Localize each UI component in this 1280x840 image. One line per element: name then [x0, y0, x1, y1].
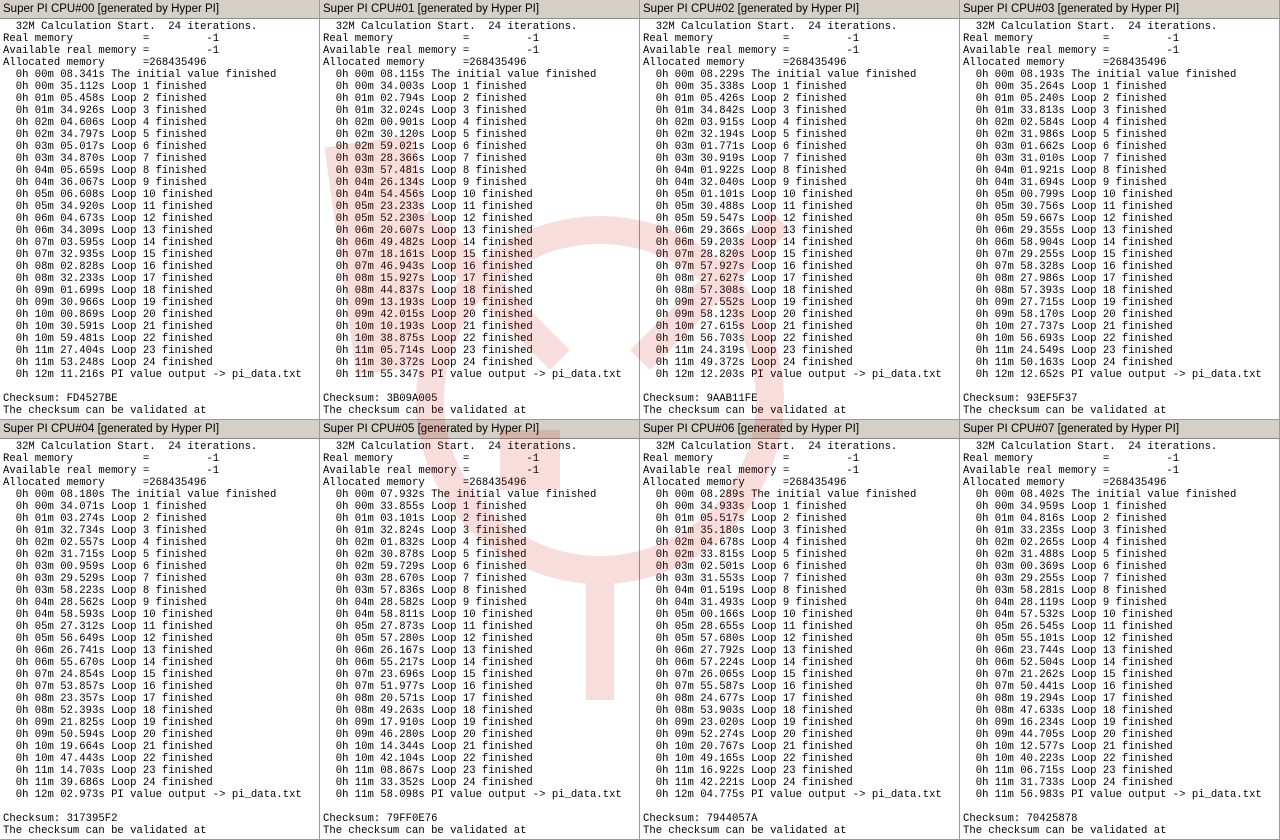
- console-blank-line: [3, 381, 319, 393]
- console-header-line: 32M Calculation Start. 24 iterations.: [323, 441, 578, 453]
- console-log-line: 0h 08m 57.393s Loop 18 finished: [963, 285, 1173, 297]
- console-header-line: Real memory = -1: [643, 453, 860, 465]
- console-log-line: 0h 01m 04.816s Loop 2 finished: [963, 513, 1167, 525]
- console-log-line: 0h 03m 31.010s Loop 7 finished: [963, 153, 1167, 165]
- checksum-line: Checksum: 70425878: [963, 813, 1078, 825]
- console-log-line: 0h 10m 27.737s Loop 21 finished: [963, 321, 1173, 333]
- console-log-line: 0h 06m 55.217s Loop 14 finished: [323, 657, 533, 669]
- console-log-line: 0h 09m 46.280s Loop 20 finished: [323, 729, 533, 741]
- hyper-pi-console-cpu06[interactable]: [640, 420, 960, 840]
- window-title[interactable]: Super PI CPU#05 [generated by Hyper PI]: [320, 420, 639, 439]
- console-header-line: Real memory = -1: [323, 33, 540, 45]
- console-log-line: 0h 02m 59.021s Loop 6 finished: [323, 141, 527, 153]
- console-log-line: 0h 10m 12.577s Loop 21 finished: [963, 741, 1173, 753]
- checksum-note-line: The checksum can be validated at: [3, 825, 207, 837]
- console-header-line: Available real memory = -1: [3, 465, 220, 477]
- console-log-line: 0h 03m 58.223s Loop 8 finished: [3, 585, 207, 597]
- console-log-line: 0h 08m 27.986s Loop 17 finished: [963, 273, 1173, 285]
- console-log-line: 0h 04m 31.493s Loop 9 finished: [643, 597, 847, 609]
- console-log-line: 0h 09m 13.193s Loop 19 finished: [323, 297, 533, 309]
- console-log-line: 0h 01m 03.274s Loop 2 finished: [3, 513, 207, 525]
- checksum-note-line: The checksum can be validated at: [323, 405, 527, 417]
- console-log-line: 0h 10m 42.104s Loop 22 finished: [323, 753, 533, 765]
- console-log-line: 0h 06m 29.355s Loop 13 finished: [963, 225, 1173, 237]
- console-log-line: 0h 07m 26.065s Loop 15 finished: [643, 669, 853, 681]
- console-log-line: 0h 06m 04.673s Loop 12 finished: [3, 213, 213, 225]
- console-log-line: 0h 06m 49.482s Loop 14 finished: [323, 237, 533, 249]
- console-log-line: 0h 05m 59.547s Loop 12 finished: [643, 213, 853, 225]
- console-log-line: 0h 12m 02.973s PI value output -> pi_data.txt: [3, 789, 302, 801]
- console-log-line: 0h 08m 53.903s Loop 18 finished: [643, 705, 853, 717]
- console-log-line: 0h 09m 30.966s Loop 19 finished: [3, 297, 213, 309]
- console-blank-line: [323, 381, 639, 393]
- console-log-line: 0h 09m 42.015s Loop 20 finished: [323, 309, 533, 321]
- console-log-line: 0h 08m 57.308s Loop 18 finished: [643, 285, 853, 297]
- console-header-line: Real memory = -1: [3, 33, 220, 45]
- console-log-line: 0h 04m 32.040s Loop 9 finished: [643, 177, 847, 189]
- console-header-line: Real memory = -1: [963, 33, 1180, 45]
- console-log-line: 0h 06m 26.167s Loop 13 finished: [323, 645, 533, 657]
- console-log-line: 0h 03m 00.369s Loop 6 finished: [963, 561, 1167, 573]
- console-log-line: 0h 08m 24.677s Loop 17 finished: [643, 693, 853, 705]
- console-log-line: 0h 04m 01.921s Loop 8 finished: [963, 165, 1167, 177]
- console-log-line: 0h 08m 32.233s Loop 17 finished: [3, 273, 213, 285]
- console-log-line: 0h 09m 58.170s Loop 20 finished: [963, 309, 1173, 321]
- console-log-line: 0h 02m 59.729s Loop 6 finished: [323, 561, 527, 573]
- console-log-line: 0h 11m 49.372s Loop 24 finished: [643, 357, 853, 369]
- console-log-line: 0h 04m 28.562s Loop 9 finished: [3, 597, 207, 609]
- console-header-line: 32M Calculation Start. 24 iterations.: [3, 21, 258, 33]
- console-log-line: 0h 04m 01.922s Loop 8 finished: [643, 165, 847, 177]
- console-log-line: 0h 01m 33.235s Loop 3 finished: [963, 525, 1167, 537]
- console-log-line: 0h 02m 30.878s Loop 5 finished: [323, 549, 527, 561]
- console-log-line: 0h 10m 59.481s Loop 22 finished: [3, 333, 213, 345]
- console-log-line: 0h 05m 26.545s Loop 11 finished: [963, 621, 1173, 633]
- console-log-line: 0h 07m 24.854s Loop 15 finished: [3, 669, 213, 681]
- console-blank-line: [643, 801, 959, 813]
- console-log-line: 0h 07m 29.255s Loop 15 finished: [963, 249, 1173, 261]
- console-log-line: 0h 07m 55.587s Loop 16 finished: [643, 681, 853, 693]
- console-header-line: Available real memory = -1: [3, 45, 220, 57]
- console-log-line: 0h 03m 00.959s Loop 6 finished: [3, 561, 207, 573]
- console-log-line: 0h 04m 58.811s Loop 10 finished: [323, 609, 533, 621]
- checksum-note-line: The checksum can be validated at: [963, 825, 1167, 837]
- console-log-line: 0h 07m 23.696s Loop 15 finished: [323, 669, 533, 681]
- console-log-line: 0h 02m 31.715s Loop 5 finished: [3, 549, 207, 561]
- console-log-line: 0h 05m 01.101s Loop 10 finished: [643, 189, 853, 201]
- console-log-line: 0h 05m 00.166s Loop 10 finished: [643, 609, 853, 621]
- console-log-line: 0h 04m 01.519s Loop 8 finished: [643, 585, 847, 597]
- console-log-line: 0h 00m 34.071s Loop 1 finished: [3, 501, 207, 513]
- console-header-line: Allocated memory =268435496: [643, 477, 847, 489]
- console-header-line: Allocated memory =268435496: [3, 57, 207, 69]
- console-output: [963, 21, 1279, 419]
- console-log-line: 0h 07m 03.595s Loop 14 finished: [3, 237, 213, 249]
- console-header-line: Allocated memory =268435496: [323, 477, 527, 489]
- console-log-line: 0h 05m 59.667s Loop 12 finished: [963, 213, 1173, 225]
- console-log-line: 0h 12m 11.216s PI value output -> pi_data.txt: [3, 369, 302, 381]
- console-header-line: Real memory = -1: [3, 453, 220, 465]
- checksum-line: Checksum: 3B09A005: [323, 393, 438, 405]
- console-header-line: Available real memory = -1: [643, 465, 860, 477]
- console-header-line: Real memory = -1: [323, 453, 540, 465]
- console-log-line: 0h 05m 23.233s Loop 11 finished: [323, 201, 533, 213]
- console-blank-line: [3, 801, 319, 813]
- console-log-line: 0h 04m 26.134s Loop 9 finished: [323, 177, 527, 189]
- console-header-line: Allocated memory =268435496: [963, 57, 1167, 69]
- console-log-line: 0h 11m 31.733s Loop 24 finished: [963, 777, 1173, 789]
- console-log-line: 0h 02m 04.678s Loop 4 finished: [643, 537, 847, 549]
- console-log-line: 0h 09m 52.274s Loop 20 finished: [643, 729, 853, 741]
- console-log-line: 0h 06m 55.670s Loop 14 finished: [3, 657, 213, 669]
- console-log-line: 0h 07m 21.262s Loop 15 finished: [963, 669, 1173, 681]
- console-log-line: 0h 04m 54.456s Loop 10 finished: [323, 189, 533, 201]
- console-header-line: Available real memory = -1: [323, 45, 540, 57]
- checksum-note-line: The checksum can be validated at: [3, 405, 207, 417]
- console-log-line: 0h 02m 02.584s Loop 4 finished: [963, 117, 1167, 129]
- console-log-line: 0h 02m 04.606s Loop 4 finished: [3, 117, 207, 129]
- console-log-line: 0h 11m 14.703s Loop 23 finished: [3, 765, 213, 777]
- console-log-line: 0h 00m 08.180s The initial value finished: [3, 489, 277, 501]
- console-log-line: 0h 01m 02.794s Loop 2 finished: [323, 93, 527, 105]
- console-log-line: 0h 01m 35.180s Loop 3 finished: [643, 525, 847, 537]
- console-log-line: 0h 04m 36.067s Loop 9 finished: [3, 177, 207, 189]
- console-log-line: 0h 01m 34.926s Loop 3 finished: [3, 105, 207, 117]
- console-log-line: 0h 05m 57.680s Loop 12 finished: [643, 633, 853, 645]
- checksum-line: Checksum: 7944057A: [643, 813, 758, 825]
- console-output: [323, 441, 639, 839]
- window-title[interactable]: Super PI CPU#04 [generated by Hyper PI]: [0, 420, 319, 439]
- console-log-line: 0h 05m 52.230s Loop 12 finished: [323, 213, 533, 225]
- checksum-line: Checksum: 317395F2: [3, 813, 118, 825]
- console-log-line: 0h 02m 02.265s Loop 4 finished: [963, 537, 1167, 549]
- checksum-line: Checksum: 79FF0E76: [323, 813, 438, 825]
- console-log-line: 0h 07m 57.927s Loop 16 finished: [643, 261, 853, 273]
- console-log-line: 0h 06m 34.309s Loop 13 finished: [3, 225, 213, 237]
- console-log-line: 0h 09m 17.910s Loop 19 finished: [323, 717, 533, 729]
- console-log-line: 0h 04m 31.694s Loop 9 finished: [963, 177, 1167, 189]
- hyper-pi-console-cpu01[interactable]: [320, 0, 640, 420]
- console-output: [963, 441, 1279, 839]
- console-log-line: 0h 09m 58.123s Loop 20 finished: [643, 309, 853, 321]
- window-title[interactable]: Super PI CPU#06 [generated by Hyper PI]: [640, 420, 959, 439]
- console-log-line: 0h 06m 26.741s Loop 13 finished: [3, 645, 213, 657]
- console-log-line: 0h 07m 58.328s Loop 16 finished: [963, 261, 1173, 273]
- hyper-pi-console-cpu02[interactable]: [640, 0, 960, 420]
- console-log-line: 0h 06m 58.904s Loop 14 finished: [963, 237, 1173, 249]
- console-header-line: Allocated memory =268435496: [963, 477, 1167, 489]
- console-log-line: 0h 03m 58.281s Loop 8 finished: [963, 585, 1167, 597]
- console-blank-line: [323, 801, 639, 813]
- console-header-line: 32M Calculation Start. 24 iterations.: [963, 441, 1218, 453]
- console-log-line: 0h 00m 08.115s The initial value finished: [323, 69, 597, 81]
- console-output: [643, 21, 959, 419]
- console-log-line: 0h 05m 30.488s Loop 11 finished: [643, 201, 853, 213]
- console-log-line: 0h 01m 05.426s Loop 2 finished: [643, 93, 847, 105]
- console-log-line: 0h 02m 30.120s Loop 5 finished: [323, 129, 527, 141]
- console-log-line: 0h 02m 32.194s Loop 5 finished: [643, 129, 847, 141]
- console-log-line: 0h 02m 31.986s Loop 5 finished: [963, 129, 1167, 141]
- console-header-line: Available real memory = -1: [963, 465, 1180, 477]
- console-log-line: 0h 07m 32.935s Loop 15 finished: [3, 249, 213, 261]
- console-log-line: 0h 00m 08.341s The initial value finished: [3, 69, 277, 81]
- console-log-line: 0h 09m 27.715s Loop 19 finished: [963, 297, 1173, 309]
- console-log-line: 0h 11m 42.221s Loop 24 finished: [643, 777, 853, 789]
- console-log-line: 0h 04m 57.532s Loop 10 finished: [963, 609, 1173, 621]
- console-log-line: 0h 09m 16.234s Loop 19 finished: [963, 717, 1173, 729]
- console-log-line: 0h 11m 39.686s Loop 24 finished: [3, 777, 213, 789]
- console-log-line: 0h 10m 49.165s Loop 22 finished: [643, 753, 853, 765]
- console-log-line: 0h 11m 53.248s Loop 24 finished: [3, 357, 213, 369]
- console-log-line: 0h 02m 34.797s Loop 5 finished: [3, 129, 207, 141]
- console-log-line: 0h 05m 55.101s Loop 12 finished: [963, 633, 1173, 645]
- window-title[interactable]: Super PI CPU#02 [generated by Hyper PI]: [640, 0, 959, 19]
- window-title[interactable]: Super PI CPU#00 [generated by Hyper PI]: [0, 0, 319, 19]
- console-log-line: 0h 02m 00.901s Loop 4 finished: [323, 117, 527, 129]
- console-log-line: 0h 08m 52.393s Loop 18 finished: [3, 705, 213, 717]
- console-header-line: Available real memory = -1: [643, 45, 860, 57]
- console-log-line: 0h 07m 18.161s Loop 15 finished: [323, 249, 533, 261]
- console-header-line: 32M Calculation Start. 24 iterations.: [323, 21, 578, 33]
- console-log-line: 0h 09m 50.594s Loop 20 finished: [3, 729, 213, 741]
- console-log-line: 0h 02m 01.832s Loop 4 finished: [323, 537, 527, 549]
- console-header-line: Allocated memory =268435496: [3, 477, 207, 489]
- console-log-line: 0h 08m 19.294s Loop 17 finished: [963, 693, 1173, 705]
- console-log-line: 0h 09m 01.699s Loop 18 finished: [3, 285, 213, 297]
- checksum-note-line: The checksum can be validated at: [643, 405, 847, 417]
- checksum-line: Checksum: 93EF5F37: [963, 393, 1078, 405]
- console-log-line: 0h 08m 20.571s Loop 17 finished: [323, 693, 533, 705]
- console-log-line: 0h 11m 50.163s Loop 24 finished: [963, 357, 1173, 369]
- console-log-line: 0h 11m 30.372s Loop 24 finished: [323, 357, 533, 369]
- console-log-line: 0h 03m 01.771s Loop 6 finished: [643, 141, 847, 153]
- console-log-line: 0h 09m 27.552s Loop 19 finished: [643, 297, 853, 309]
- console-log-line: 0h 00m 34.959s Loop 1 finished: [963, 501, 1167, 513]
- console-log-line: 0h 06m 52.504s Loop 14 finished: [963, 657, 1173, 669]
- console-log-line: 0h 09m 44.705s Loop 20 finished: [963, 729, 1173, 741]
- window-title[interactable]: Super PI CPU#07 [generated by Hyper PI]: [960, 420, 1279, 439]
- console-header-line: Available real memory = -1: [323, 465, 540, 477]
- console-log-line: 0h 10m 10.193s Loop 21 finished: [323, 321, 533, 333]
- console-header-line: Allocated memory =268435496: [323, 57, 527, 69]
- console-log-line: 0h 11m 08.867s Loop 23 finished: [323, 765, 533, 777]
- console-log-line: 0h 00m 35.338s Loop 1 finished: [643, 81, 847, 93]
- console-log-line: 0h 00m 35.264s Loop 1 finished: [963, 81, 1167, 93]
- console-log-line: 0h 06m 20.607s Loop 13 finished: [323, 225, 533, 237]
- console-log-line: 0h 00m 08.289s The initial value finished: [643, 489, 917, 501]
- console-log-line: 0h 08m 47.633s Loop 18 finished: [963, 705, 1173, 717]
- console-output: [3, 441, 319, 839]
- console-log-line: 0h 08m 49.263s Loop 18 finished: [323, 705, 533, 717]
- console-log-line: 0h 11m 24.319s Loop 23 finished: [643, 345, 853, 357]
- console-log-line: 0h 10m 40.223s Loop 22 finished: [963, 753, 1173, 765]
- console-log-line: 0h 01m 05.240s Loop 2 finished: [963, 93, 1167, 105]
- console-log-line: 0h 00m 08.402s The initial value finished: [963, 489, 1237, 501]
- console-log-line: 0h 01m 32.824s Loop 3 finished: [323, 525, 527, 537]
- console-blank-line: [643, 381, 959, 393]
- console-log-line: 0h 08m 27.627s Loop 17 finished: [643, 273, 853, 285]
- console-log-line: 0h 01m 32.024s Loop 3 finished: [323, 105, 527, 117]
- hyper-pi-console-cpu03[interactable]: [960, 0, 1280, 420]
- console-log-line: 0h 07m 53.857s Loop 16 finished: [3, 681, 213, 693]
- console-log-line: 0h 04m 28.119s Loop 9 finished: [963, 597, 1167, 609]
- hyper-pi-console-cpu04[interactable]: [0, 420, 320, 840]
- console-log-line: 0h 00m 08.193s The initial value finished: [963, 69, 1237, 81]
- console-log-line: 0h 05m 30.756s Loop 11 finished: [963, 201, 1173, 213]
- console-log-line: 0h 11m 55.347s PI value output -> pi_data.txt: [323, 369, 622, 381]
- console-log-line: 0h 09m 23.020s Loop 19 finished: [643, 717, 853, 729]
- console-log-line: 0h 11m 06.715s Loop 23 finished: [963, 765, 1173, 777]
- hyper-pi-console-cpu00[interactable]: [0, 0, 320, 420]
- console-log-line: 0h 03m 05.017s Loop 6 finished: [3, 141, 207, 153]
- console-log-line: 0h 10m 20.767s Loop 21 finished: [643, 741, 853, 753]
- console-output: [323, 21, 639, 419]
- console-header-line: Real memory = -1: [963, 453, 1180, 465]
- console-log-line: 0h 05m 56.649s Loop 12 finished: [3, 633, 213, 645]
- hyper-pi-console-cpu07[interactable]: [960, 420, 1280, 840]
- console-log-line: 0h 03m 34.870s Loop 7 finished: [3, 153, 207, 165]
- console-header-line: 32M Calculation Start. 24 iterations.: [3, 441, 258, 453]
- checksum-note-line: The checksum can be validated at: [643, 825, 847, 837]
- console-log-line: 0h 00m 35.112s Loop 1 finished: [3, 81, 207, 93]
- console-log-line: 0h 11m 27.404s Loop 23 finished: [3, 345, 213, 357]
- console-log-line: 0h 10m 00.869s Loop 20 finished: [3, 309, 213, 321]
- console-log-line: 0h 03m 29.529s Loop 7 finished: [3, 573, 207, 585]
- console-blank-line: [963, 381, 1279, 393]
- checksum-line: Checksum: FD4527BE: [3, 393, 118, 405]
- console-header-line: 32M Calculation Start. 24 iterations.: [643, 441, 898, 453]
- console-log-line: 0h 05m 28.655s Loop 11 finished: [643, 621, 853, 633]
- console-log-line: 0h 08m 23.357s Loop 17 finished: [3, 693, 213, 705]
- console-log-line: 0h 04m 28.582s Loop 9 finished: [323, 597, 527, 609]
- console-log-line: 0h 08m 15.927s Loop 17 finished: [323, 273, 533, 285]
- checksum-note-line: The checksum can be validated at: [323, 825, 527, 837]
- console-log-line: 0h 02m 33.815s Loop 5 finished: [643, 549, 847, 561]
- console-log-line: 0h 03m 01.662s Loop 6 finished: [963, 141, 1167, 153]
- console-log-line: 0h 03m 57.481s Loop 8 finished: [323, 165, 527, 177]
- console-log-line: 0h 00m 34.933s Loop 1 finished: [643, 501, 847, 513]
- console-log-line: 0h 07m 28.820s Loop 15 finished: [643, 249, 853, 261]
- console-log-line: 0h 01m 05.517s Loop 2 finished: [643, 513, 847, 525]
- checksum-line: Checksum: 9AAB11FE: [643, 393, 758, 405]
- console-log-line: 0h 07m 50.441s Loop 16 finished: [963, 681, 1173, 693]
- console-log-line: 0h 11m 05.714s Loop 23 finished: [323, 345, 533, 357]
- console-log-line: 0h 10m 14.344s Loop 21 finished: [323, 741, 533, 753]
- console-log-line: 0h 02m 03.915s Loop 4 finished: [643, 117, 847, 129]
- console-output: [643, 441, 959, 839]
- console-log-line: 0h 11m 56.983s PI value output -> pi_data.txt: [963, 789, 1262, 801]
- console-log-line: 0h 05m 27.873s Loop 11 finished: [323, 621, 533, 633]
- console-log-line: 0h 00m 34.003s Loop 1 finished: [323, 81, 527, 93]
- window-title[interactable]: Super PI CPU#03 [generated by Hyper PI]: [960, 0, 1279, 19]
- console-log-line: 0h 03m 29.255s Loop 7 finished: [963, 573, 1167, 585]
- console-log-line: 0h 11m 16.922s Loop 23 finished: [643, 765, 853, 777]
- console-log-line: 0h 01m 32.734s Loop 3 finished: [3, 525, 207, 537]
- console-log-line: 0h 06m 23.744s Loop 13 finished: [963, 645, 1173, 657]
- console-log-line: 0h 01m 33.813s Loop 3 finished: [963, 105, 1167, 117]
- console-output: [3, 21, 319, 419]
- console-log-line: 0h 05m 34.920s Loop 11 finished: [3, 201, 213, 213]
- console-log-line: 0h 03m 31.553s Loop 7 finished: [643, 573, 847, 585]
- console-log-line: 0h 04m 58.593s Loop 10 finished: [3, 609, 213, 621]
- console-log-line: 0h 12m 12.652s PI value output -> pi_data.txt: [963, 369, 1262, 381]
- console-log-line: 0h 02m 02.557s Loop 4 finished: [3, 537, 207, 549]
- window-title[interactable]: Super PI CPU#01 [generated by Hyper PI]: [320, 0, 639, 19]
- console-log-line: 0h 03m 30.919s Loop 7 finished: [643, 153, 847, 165]
- console-log-line: 0h 04m 05.659s Loop 8 finished: [3, 165, 207, 177]
- console-log-line: 0h 12m 12.203s PI value output -> pi_data.txt: [643, 369, 942, 381]
- console-log-line: 0h 05m 06.608s Loop 10 finished: [3, 189, 213, 201]
- console-log-line: 0h 03m 57.836s Loop 8 finished: [323, 585, 527, 597]
- console-log-line: 0h 06m 27.792s Loop 13 finished: [643, 645, 853, 657]
- console-header-line: Real memory = -1: [643, 33, 860, 45]
- console-log-line: 0h 11m 24.549s Loop 23 finished: [963, 345, 1173, 357]
- console-log-line: 0h 03m 02.501s Loop 6 finished: [643, 561, 847, 573]
- console-log-line: 0h 11m 58.098s PI value output -> pi_data.txt: [323, 789, 622, 801]
- console-log-line: 0h 10m 30.591s Loop 21 finished: [3, 321, 213, 333]
- console-log-line: 0h 06m 57.224s Loop 14 finished: [643, 657, 853, 669]
- console-log-line: 0h 07m 46.943s Loop 16 finished: [323, 261, 533, 273]
- console-log-line: 0h 02m 31.488s Loop 5 finished: [963, 549, 1167, 561]
- console-log-line: 0h 11m 33.352s Loop 24 finished: [323, 777, 533, 789]
- console-header-line: 32M Calculation Start. 24 iterations.: [643, 21, 898, 33]
- console-log-line: 0h 10m 56.693s Loop 22 finished: [963, 333, 1173, 345]
- console-log-line: 0h 00m 07.932s The initial value finished: [323, 489, 597, 501]
- console-log-line: 0h 08m 02.828s Loop 16 finished: [3, 261, 213, 273]
- console-header-line: Allocated memory =268435496: [643, 57, 847, 69]
- console-header-line: 32M Calculation Start. 24 iterations.: [963, 21, 1218, 33]
- console-log-line: 0h 10m 27.615s Loop 21 finished: [643, 321, 853, 333]
- console-log-line: 0h 01m 03.101s Loop 2 finished: [323, 513, 527, 525]
- console-log-line: 0h 09m 21.825s Loop 19 finished: [3, 717, 213, 729]
- console-header-line: Available real memory = -1: [963, 45, 1180, 57]
- console-log-line: 0h 10m 56.703s Loop 22 finished: [643, 333, 853, 345]
- console-log-line: 0h 05m 57.280s Loop 12 finished: [323, 633, 533, 645]
- hyper-pi-console-cpu05[interactable]: [320, 420, 640, 840]
- console-log-line: 0h 01m 05.458s Loop 2 finished: [3, 93, 207, 105]
- console-log-line: 0h 06m 59.203s Loop 14 finished: [643, 237, 853, 249]
- console-log-line: 0h 10m 19.664s Loop 21 finished: [3, 741, 213, 753]
- console-log-line: 0h 05m 27.312s Loop 11 finished: [3, 621, 213, 633]
- console-log-line: 0h 10m 38.875s Loop 22 finished: [323, 333, 533, 345]
- console-log-line: 0h 00m 33.855s Loop 1 finished: [323, 501, 527, 513]
- console-log-line: 0h 08m 44.837s Loop 18 finished: [323, 285, 533, 297]
- console-log-line: 0h 03m 28.670s Loop 7 finished: [323, 573, 527, 585]
- console-log-line: 0h 10m 47.443s Loop 22 finished: [3, 753, 213, 765]
- console-log-line: 0h 00m 08.229s The initial value finished: [643, 69, 917, 81]
- console-blank-line: [963, 801, 1279, 813]
- console-log-line: 0h 05m 00.799s Loop 10 finished: [963, 189, 1173, 201]
- console-log-line: 0h 06m 29.366s Loop 13 finished: [643, 225, 853, 237]
- console-log-line: 0h 12m 04.775s PI value output -> pi_data.txt: [643, 789, 942, 801]
- console-log-line: 0h 03m 28.366s Loop 7 finished: [323, 153, 527, 165]
- checksum-note-line: The checksum can be validated at: [963, 405, 1167, 417]
- console-log-line: 0h 07m 51.977s Loop 16 finished: [323, 681, 533, 693]
- console-log-line: 0h 01m 34.842s Loop 3 finished: [643, 105, 847, 117]
